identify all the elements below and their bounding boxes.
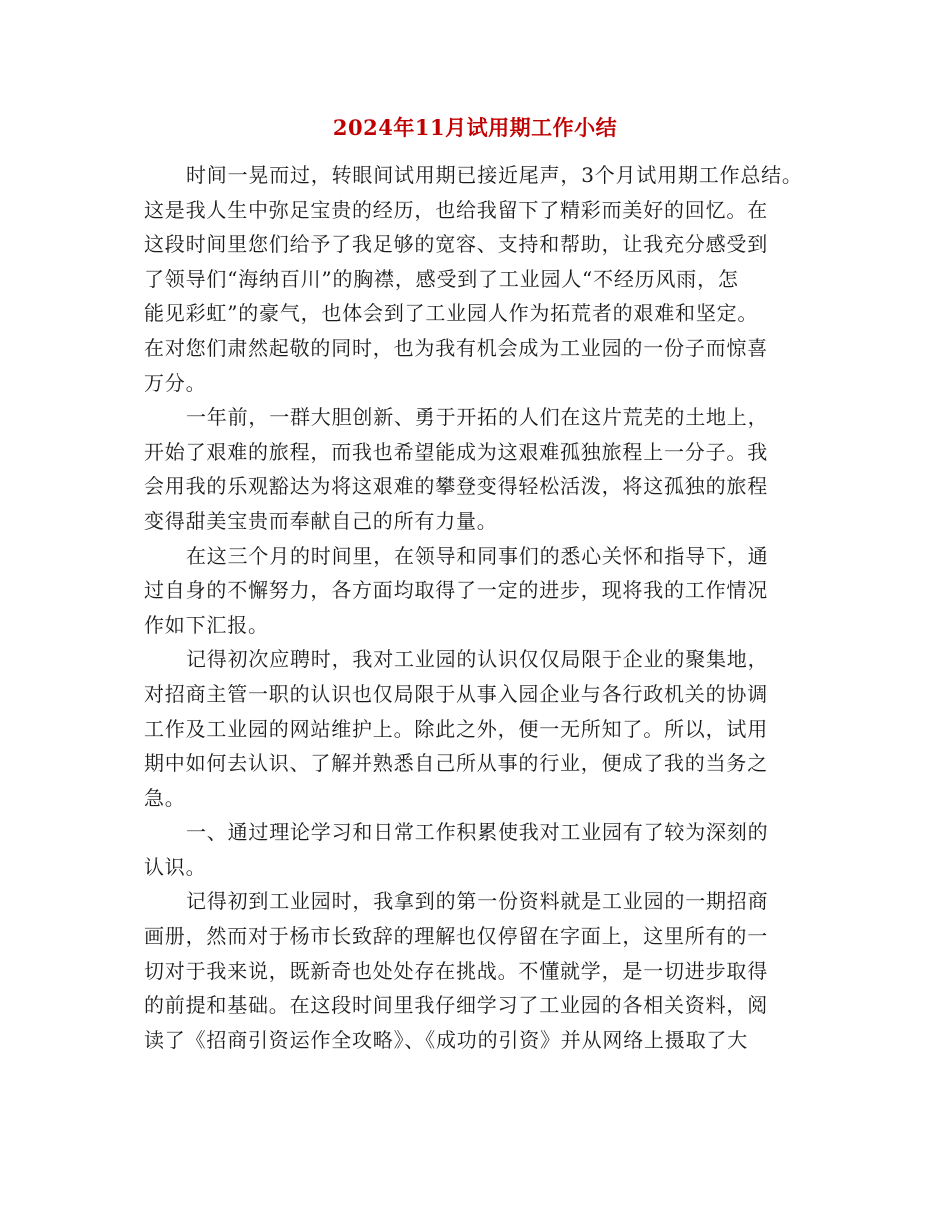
body-line: 急。 [144, 785, 186, 810]
body-line: 开始了艰难的旅程，而我也希望能成为这艰难孤独旅程上一分子。我 [144, 439, 768, 464]
body-line: 对招商主管一职的认识也仅局限于从事入园企业与各行政机关的协调 [144, 681, 768, 706]
body-line: 在这三个月的时间里，在领导和同事们的悉心关怀和指导下，通 [186, 543, 769, 568]
body-line: 切对于我来说，既新奇也处处存在挑战。不懂就学，是一切进步取得 [144, 958, 768, 983]
body-line: 了领导们“海纳百川”的胸襟，感受到了工业园人“不经历风雨，怎 [144, 266, 739, 291]
document-title: 2024年11月试用期工作小结 [332, 115, 618, 140]
body-line: 画册，然而对于杨市长致辞的理解也仅停留在字面上，这里所有的一 [144, 924, 768, 949]
document-body [144, 158, 824, 1057]
body-line: 记得初次应聘时，我对工业园的认识仅仅局限于企业的聚集地， [186, 647, 769, 672]
body-line: 读了《招商引资运作全攻略》、《成功的引资》并从网络上摄取了大 [144, 1027, 748, 1052]
body-line: 作如下汇报。 [144, 612, 269, 637]
body-line: 记得初到工业园时，我拿到的第一份资料就是工业园的一期招商 [186, 889, 769, 914]
body-line: 一、通过理论学习和日常工作积累使我对工业园有了较为深刻的 [186, 820, 769, 845]
body-line: 工作及工业园的网站维护上。除此之外，便一无所知了。所以，试用 [144, 716, 768, 741]
body-line: 万分。 [144, 370, 207, 395]
body-line: 在对您们肃然起敬的同时，也为我有机会成为工业园的一份子而惊喜 [144, 335, 768, 360]
body-line: 会用我的乐观豁达为将这艰难的攀登变得轻松活泼，将这孤独的旅程 [144, 474, 768, 499]
body-line: 变得甜美宝贵而奉献自己的所有力量。 [144, 508, 498, 533]
body-line: 过自身的不懈努力，各方面均取得了一定的进步，现将我的工作情况 [144, 578, 768, 603]
body-line: 的前提和基础。在这段时间里我仔细学习了工业园的各相关资料，阅 [144, 993, 768, 1018]
body-line: 这是我人生中弥足宝贵的经历，也给我留下了精彩而美好的回忆。在 [144, 197, 768, 222]
body-line: 这段时间里您们给予了我足够的宽容、支持和帮助，让我充分感受到 [144, 232, 768, 257]
body-line: 时间一晃而过，转眼间试用期已接近尾声，3个月试用期工作总结。 [186, 163, 803, 187]
body-line: 期中如何去认识、了解并熟悉自己所从事的行业，便成了我的当务之 [144, 751, 768, 776]
body-line: 认识。 [144, 854, 207, 879]
body-line: 一年前，一群大胆创新、勇于开拓的人们在这片荒芜的土地上， [186, 405, 769, 430]
body-line: 能见彩虹”的豪气，也体会到了工业园人作为拓荒者的艰难和坚定。 [144, 301, 759, 326]
